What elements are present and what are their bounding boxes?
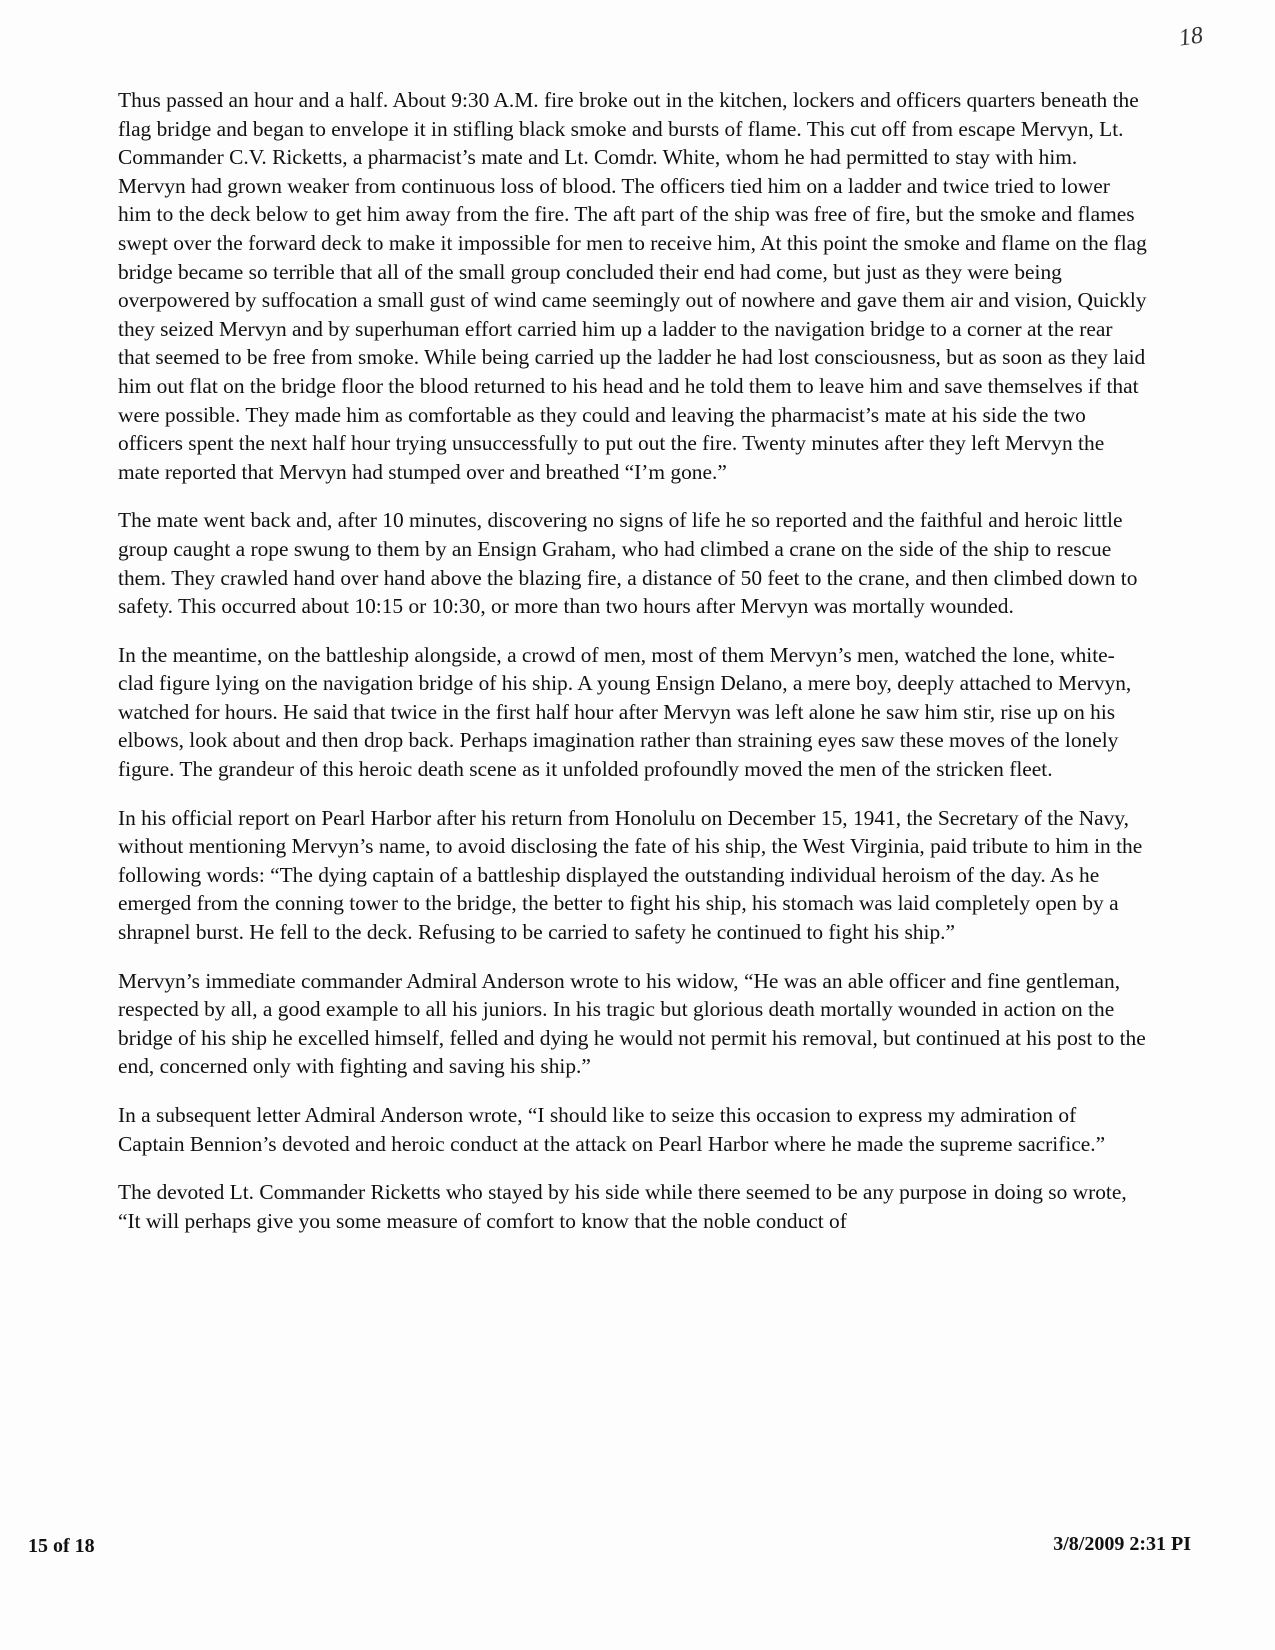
paragraph-6: In a subsequent letter Admiral Anderson wrote, “I should like to seize this occasion to express my admiration of Captain Bennion’s devoted and heroic conduct at the attack on Pearl Harbor where he made the supreme sacrifice.”: [118, 1103, 1106, 1156]
paragraph-5: Mervyn’s immediate commander Admiral Anderson wrote to his widow, “He was an able officer and fine gentleman, respected by all, a good example to all his juniors. In his tragic but glorious death mortally wounded in action on the bridge of his ship he excelled himself, felled and dying he would not permit his removal, but continued at his post to the end, concerned only with fighting and saving his ship.”: [118, 968, 1146, 1079]
document-body: [118, 86, 1148, 1255]
paragraph-3: In the meantime, on the battleship alongside, a crowd of men, most of them Mervyn’s men, watched the lone, white-clad figure lying on the navigation bridge of his ship. A young Ensign Delano, a mere boy, deeply attached to Mervyn, watched for hours. He said that twice in the first half hour after Mervyn was left alone he saw him stir, rise up on his elbows, look about and then drop back. Perhaps imagination rather than straining eyes saw these moves of the lonely figure. The grandeur of this heroic death scene as it unfolded profoundly moved the men of the stricken fleet.: [118, 642, 1132, 782]
page-count: 15 of 18: [28, 1535, 95, 1557]
print-timestamp: 3/8/2009 2:31 PI: [1053, 1533, 1191, 1555]
paragraph-2: The mate went back and, after 10 minutes, discovering no signs of life he so reported and the faithful and heroic little group caught a rope swung to them by an Ensign Graham, who had climbed a crane on the side of the ship to rescue them. They crawled hand over hand above the blazing fire, a distance of 50 feet to the crane, and then climbed down to safety. This occurred about 10:15 or 10:30, or more than two hours after Mervyn was mortally wounded.: [118, 508, 1138, 619]
handwritten-page-number: 18: [1177, 22, 1205, 52]
paragraph-1: Thus passed an hour and a half. About 9:30 A.M. fire broke out in the kitchen, lockers and officers quarters beneath the flag bridge and began to envelope it in stifling black smoke and bursts of flame. This cut off from escape Mervyn, Lt. Commander C.V. Ricketts, a pharmacist’s mate and Lt. Comdr. White, whom he had permitted to stay with him. Mervyn had grown weaker from continuous loss of blood. The officers tied him on a ladder and twice tried to lower him to the deck below to get him away from the fire. The aft part of the ship was free of fire, but the smoke and flames swept over the forward deck to make it impossible for men to receive him, At this point the smoke and flame on the flag bridge became so terrible that all of the small group concluded their end had come, but just as they were being overpowered by suffocation a small gust of wind came seemingly out of nowhere and gave them air and vision, Quickly they seized Mervyn and by superhuman effort carried him up a ladder to the navigation bridge to a corner at the rear that seemed to be free from smoke. While being carried up the ladder he had lost consciousness, but as soon as they laid him out flat on the bridge floor the blood returned to his head and he told them to leave him and save themselves if that were possible. They made him as comfortable as they could and leaving the pharmacist’s mate at his side the two officers spent the next half hour trying unsuccessfully to put out the fire. Twenty minutes after they left Mervyn the mate reported that Mervyn had stumped over and breathed “I’m gone.”: [118, 88, 1147, 484]
paragraph-7: The devoted Lt. Commander Ricketts who stayed by his side while there seemed to be any purpose in doing so wrote, “It will perhaps give you some measure of comfort to know that the noble conduct of: [118, 1180, 1127, 1233]
paragraph-4: In his official report on Pearl Harbor after his return from Honolulu on December 15, 1941, the Secretary of the Navy, without mentioning Mervyn’s name, to avoid disclosing the fate of his ship, the West Virginia, paid tribute to him in the following words: “The dying captain of a battleship displayed the outstanding individual heroism of the day. As he emerged from the conning tower to the bridge, the better to fight his ship, his stomach was laid completely open by a shrapnel burst. He fell to the deck. Refusing to be carried to safety he continued to fight his ship.”: [118, 805, 1143, 945]
